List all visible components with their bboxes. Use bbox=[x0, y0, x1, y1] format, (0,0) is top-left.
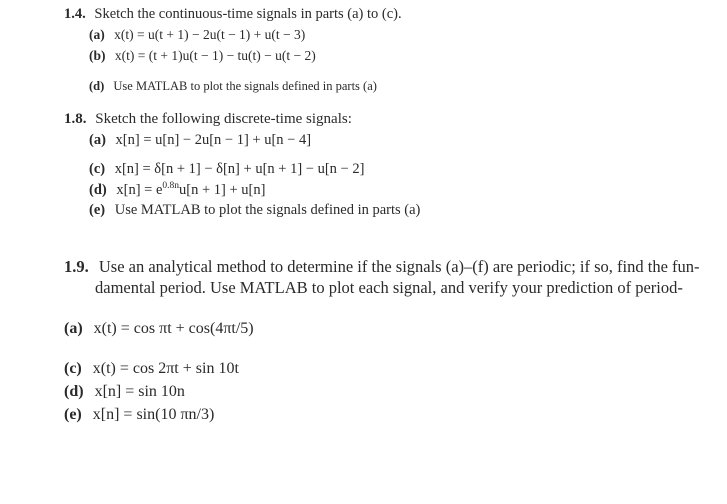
problem-1-9-item-c bbox=[64, 361, 239, 377]
exponent: 0.8n bbox=[162, 181, 180, 191]
problem-1-8-heading bbox=[64, 112, 352, 127]
problem-1-8-item-a bbox=[89, 133, 311, 148]
problem-1-9-item-d bbox=[64, 384, 185, 400]
item-label: (b) bbox=[89, 48, 106, 63]
item-equation: x[n] = sin(10 πn/3) bbox=[92, 406, 215, 423]
problem-prompt-line-2: damental period. Use MATLAB to plot each signal, and verify your prediction of period- bbox=[95, 278, 683, 297]
item-equation: x[n] = sin 10n bbox=[94, 383, 185, 400]
problem-number: 1.8. bbox=[64, 111, 87, 127]
item-equation: x(t) = cos πt + cos(4πt/5) bbox=[93, 320, 254, 337]
item-equation bbox=[116, 182, 265, 198]
item-label: (e) bbox=[64, 406, 82, 423]
item-label: (a) bbox=[64, 320, 83, 337]
item-equation: x(t) = cos 2πt + sin 10t bbox=[92, 360, 239, 377]
item-label: (c) bbox=[89, 161, 106, 177]
problem-1-4-heading bbox=[64, 7, 402, 22]
problem-1-4-item-b bbox=[89, 49, 316, 63]
equation-part-after: u[n + 1] + u[n] bbox=[179, 181, 266, 198]
item-equation: x[n] = u[n] − 2u[n − 1] + u[n − 4] bbox=[115, 132, 312, 148]
problem-1-8-item-e bbox=[89, 203, 420, 218]
item-text: Use MATLAB to plot the signals defined in parts (a) bbox=[113, 79, 377, 93]
item-equation: x(t) = (t + 1)u(t − 1) − tu(t) − u(t − 2) bbox=[114, 48, 316, 63]
problem-1-4-item-d bbox=[89, 80, 377, 93]
item-label: (e) bbox=[89, 202, 106, 218]
problem-prompt: Sketch the following discrete-time signals: bbox=[95, 111, 352, 127]
problem-1-4-item-a bbox=[89, 28, 305, 42]
equation-part-before: x[n] = e bbox=[116, 181, 163, 198]
problem-1-8-item-c bbox=[89, 162, 364, 177]
problem-1-9-item-a bbox=[64, 321, 254, 337]
item-label: (a) bbox=[89, 132, 106, 148]
problem-prompt: Sketch the continuous-time signals in parts (a) to (c). bbox=[94, 6, 402, 22]
item-equation: x[n] = δ[n + 1] − δ[n] + u[n + 1] − u[n − 2] bbox=[114, 161, 365, 177]
problem-1-9-heading bbox=[64, 259, 700, 276]
problem-prompt-line-1: Use an analytical method to determine if the signals (a)–(f) are periodic; if so, find the fun- bbox=[98, 257, 700, 276]
item-label: (c) bbox=[64, 360, 82, 377]
problem-1-9-item-e bbox=[64, 407, 214, 423]
item-equation: x(t) = u(t + 1) − 2u(t − 1) + u(t − 3) bbox=[114, 27, 306, 42]
problem-1-9-prompt-continuation bbox=[95, 280, 683, 297]
item-text: Use MATLAB to plot the signals defined in parts (a) bbox=[114, 202, 421, 218]
problem-number: 1.4. bbox=[64, 6, 86, 22]
item-label: (a) bbox=[89, 27, 105, 42]
item-label: (d) bbox=[89, 181, 107, 198]
problem-1-8-item-d bbox=[89, 182, 265, 197]
item-label: (d) bbox=[89, 79, 105, 93]
item-label: (d) bbox=[64, 383, 84, 400]
problem-number: 1.9. bbox=[64, 257, 89, 276]
